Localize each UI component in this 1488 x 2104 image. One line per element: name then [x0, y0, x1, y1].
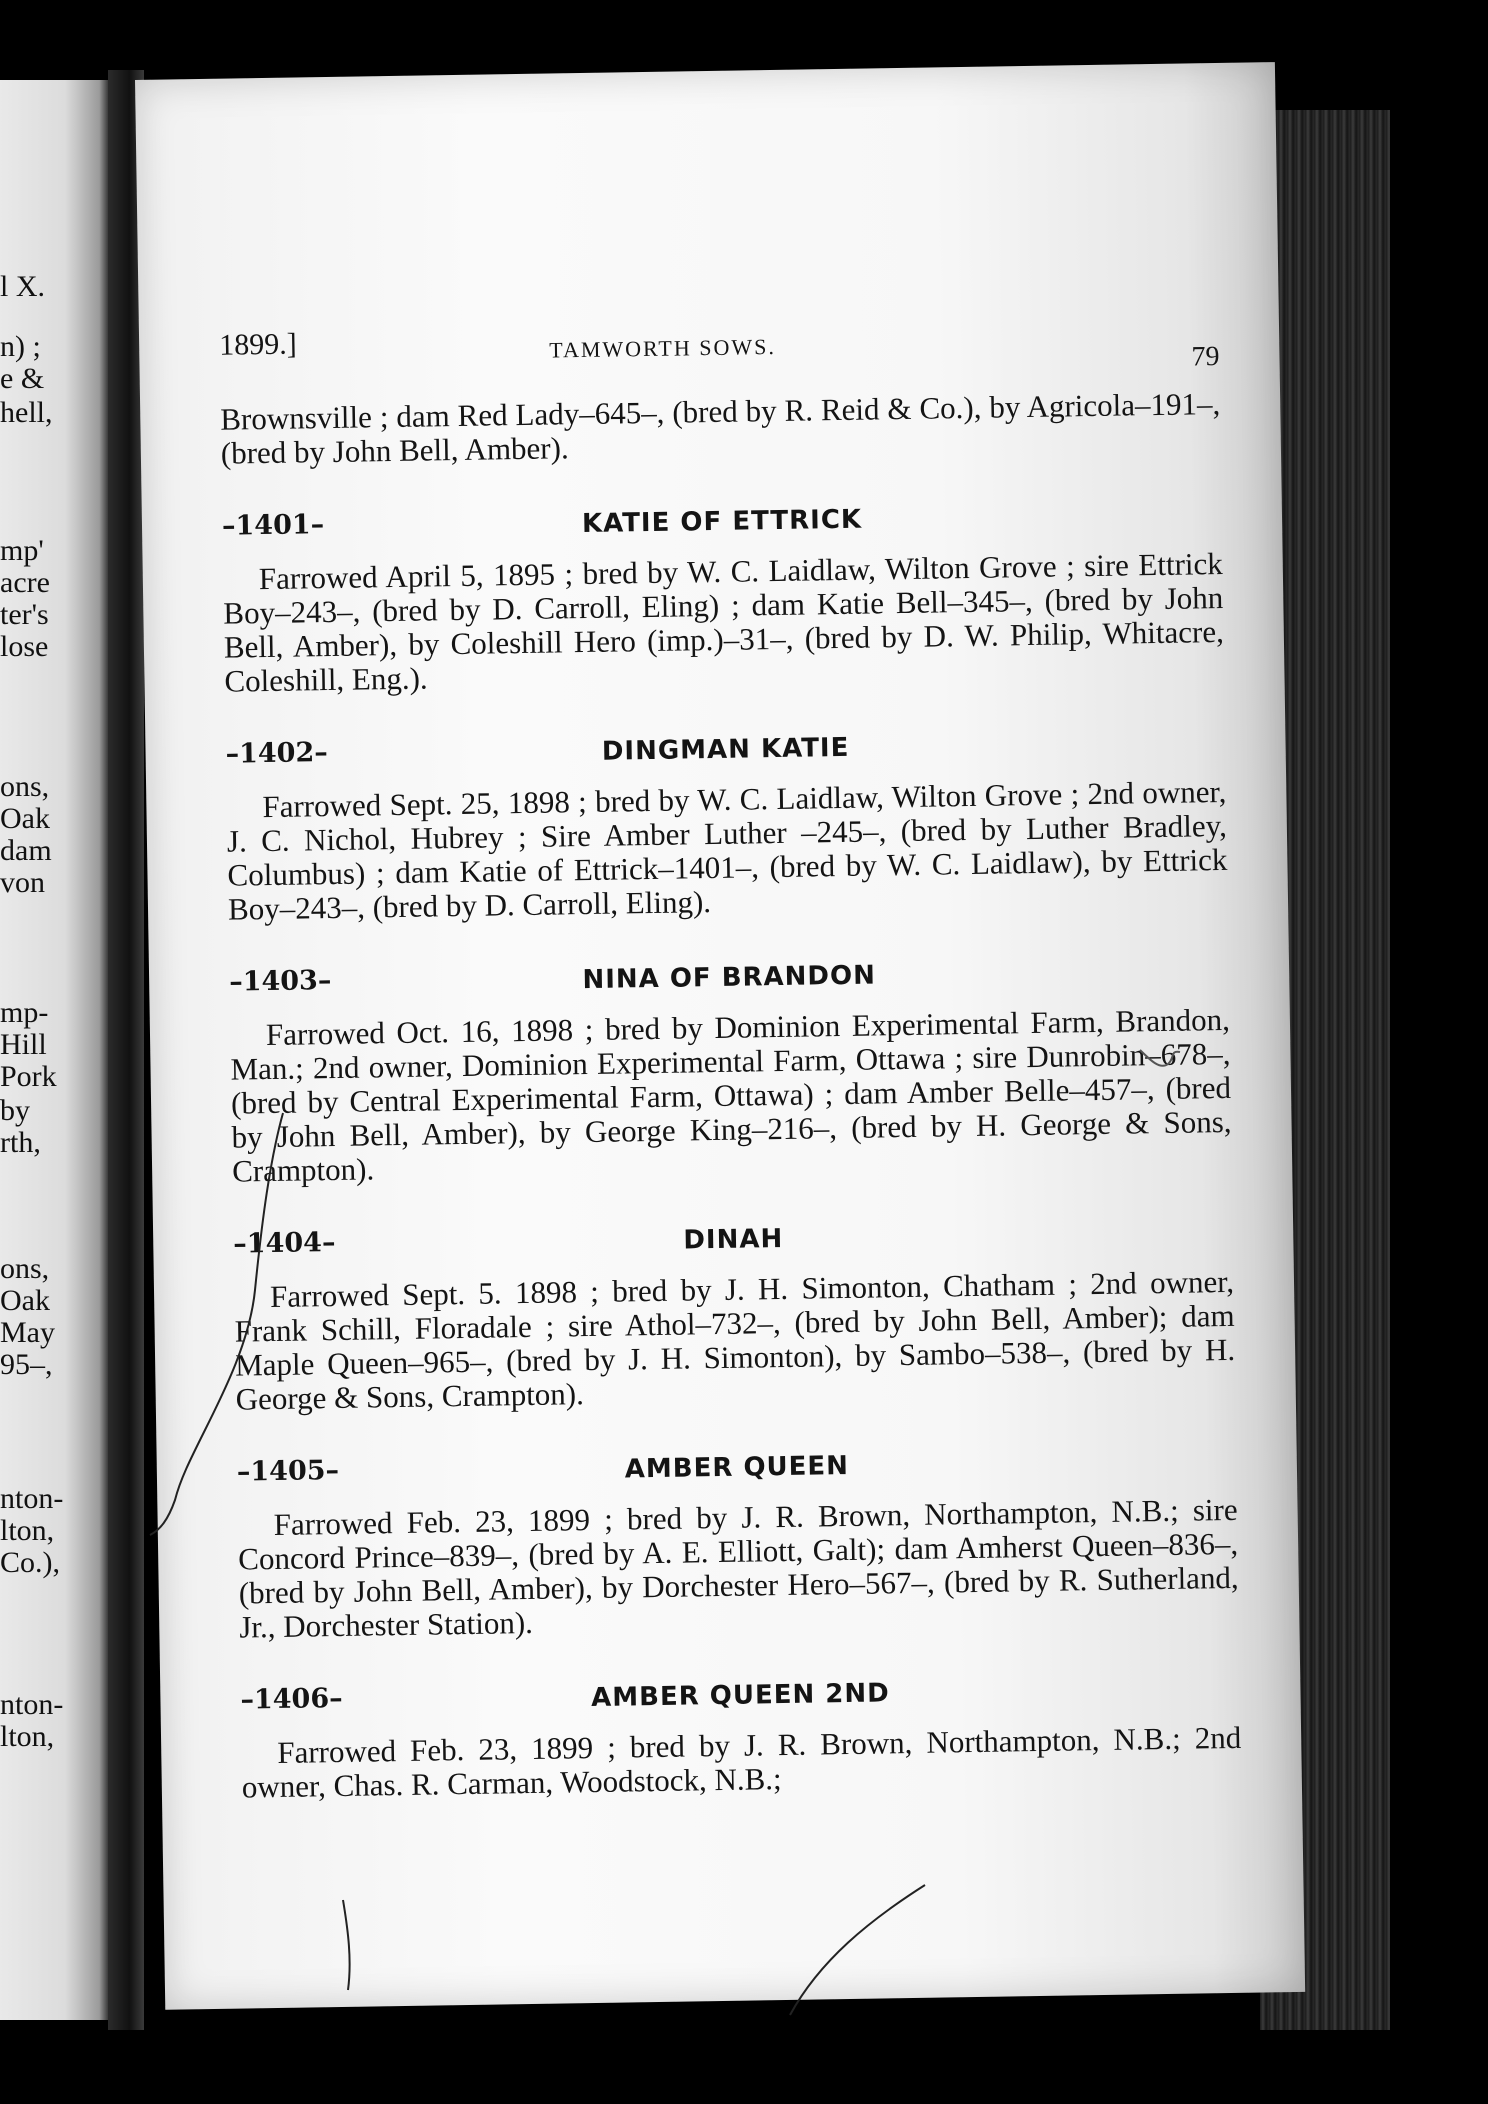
left-page-text-fragment: by	[0, 1094, 30, 1127]
book-page	[135, 62, 1305, 2010]
left-page-text-fragment: lton,	[0, 1720, 55, 1753]
entry-number: –1401–	[221, 509, 325, 542]
left-facing-page	[0, 80, 108, 2020]
left-page-text-fragment: dam	[0, 834, 52, 867]
left-page-text-fragment: acre	[0, 566, 50, 599]
entry-number: –1403–	[228, 965, 332, 998]
entry-text: Farrowed Feb. 23, 1899 ; bred by J. R. Brown, Northampton, N.B.; sire Concord Prince–839–, (bred by A. E. Elliott, Galt); dam Amherst Queen–836–, (bred by John Bell, Amber), by Dorchester Hero–567–, (bred by R. Sutherland, Jr., Dorchester Station).	[237, 1491, 1239, 1645]
entry-name: DINAH	[683, 1223, 784, 1256]
entry-header	[237, 1441, 1237, 1495]
left-page-text-fragment: 95–,	[0, 1348, 53, 1381]
left-page-text-fragment: mp'	[0, 534, 44, 567]
entry-number: –1406–	[240, 1682, 343, 1716]
header-year: 1899.]	[218, 327, 297, 362]
entry-text: Farrowed Sept. 25, 1898 ; bred by W. C. Laidlaw, Wilton Grove ; 2nd owner, J. C. Nichol, Hubrey ; Sire Amber Luther –245–, (bred by Luther Bradley, Columbus) ; dam Katie of Ettrick–1401–, (bred by W. C. Laidlaw), by Ettrick Boy–243–, (bred by D. Carroll, Eling).	[226, 773, 1228, 927]
header-title: TAMWORTH SOWS.	[549, 333, 777, 363]
left-page-text-fragment: mp-	[0, 996, 49, 1029]
entry-1404	[233, 1213, 1236, 1417]
left-page-text-fragment: ter's	[0, 598, 49, 631]
entry-name: KATIE OF ETTRICK	[581, 504, 863, 540]
left-page-text-fragment: rth,	[0, 1126, 41, 1159]
left-page-text-fragment: Co.),	[0, 1546, 60, 1579]
continuation-text: Brownsville ; dam Red Lady–645–, (bred by R. Reid & Co.), by Agricola–191–, (bred by John Bell, Amber).	[220, 385, 1221, 471]
left-page-text-fragment: l X.	[0, 270, 45, 303]
entry-name: NINA OF BRANDON	[582, 960, 877, 996]
left-page-text-fragment: ons,	[0, 770, 50, 803]
entry-text: Farrowed Sept. 5. 1898 ; bred by J. H. Simonton, Chatham ; 2nd owner, Frank Schill, Floradale ; sire Athol–732–, (bred by John Bell, Amber); dam Maple Queen–965–, (bred by J. H. Simonton), by Sambo–538–, (bred by H. George & Sons, Crampton).	[234, 1263, 1236, 1417]
entry-1401	[222, 495, 1225, 699]
left-page-text-fragment: von	[0, 866, 45, 899]
entry-header	[233, 1213, 1233, 1267]
left-page-text-fragment: nton-	[0, 1482, 64, 1515]
entry-1403	[229, 951, 1232, 1189]
entry-number: –1404–	[233, 1226, 336, 1260]
left-page-text-fragment: May	[0, 1316, 55, 1349]
left-page-text-fragment: nton-	[0, 1688, 64, 1721]
left-page-text-fragment: Hill	[0, 1028, 47, 1061]
entry-number: –1402–	[225, 737, 328, 770]
left-page-text-fragment: Oak	[0, 1284, 50, 1317]
left-page-text-fragment: n) ;	[0, 330, 41, 363]
entry-header	[229, 951, 1229, 1005]
left-page-text-fragment: Pork	[0, 1060, 57, 1093]
left-page-text-fragment: hell,	[0, 396, 53, 429]
entry-text: Farrowed Oct. 16, 1898 ; bred by Dominion Experimental Farm, Brandon, Man.; 2nd owner, Dominion Experimental Farm, Ottawa ; sire Dunrobin–678–, (bred by Central Experimental Farm, Ottawa) ; dam Amber Belle–457–, (bred by John Bell, Amber), by George King–216–, (bred by H. George & Sons, Crampton).	[230, 1001, 1232, 1189]
entry-name: AMBER QUEEN 2ND	[590, 1678, 890, 1714]
entry-text: Farrowed April 5, 1895 ; bred by W. C. Laidlaw, Wilton Grove ; sire Ettrick Boy–243–, (bred by D. Carroll, Eling) ; dam Katie Bell–345–, (bred by John Bell, Amber), by Coleshill Hero (imp.)–31–, (bred by D. W. Philip, Whitacre, Coleshill, Eng.).	[223, 545, 1225, 699]
entry-header	[222, 495, 1222, 549]
entry-header	[240, 1669, 1240, 1723]
entry-1406	[240, 1669, 1242, 1805]
left-page-text-fragment: Oak	[0, 802, 50, 835]
entry-name: AMBER QUEEN	[624, 1450, 850, 1485]
page-content	[219, 313, 1242, 1805]
entry-text: Farrowed Feb. 23, 1899 ; bred by J. R. Brown, Northampton, N.B.; 2nd owner, Chas. R. Carman, Woodstock, N.B.;	[241, 1719, 1242, 1805]
left-page-text-fragment: e &	[0, 362, 45, 395]
entry-name: DINGMAN KATIE	[601, 732, 850, 767]
entry-number: –1405–	[236, 1454, 340, 1488]
entry-1405	[237, 1441, 1240, 1645]
left-page-text-fragment: ons,	[0, 1252, 50, 1285]
entry-1402	[225, 723, 1228, 927]
left-page-text-fragment: lose	[0, 630, 49, 663]
page-number: 79	[1191, 341, 1220, 373]
entry-header	[225, 723, 1225, 777]
running-header	[219, 313, 1220, 389]
left-page-text-fragment: lton,	[0, 1514, 55, 1547]
